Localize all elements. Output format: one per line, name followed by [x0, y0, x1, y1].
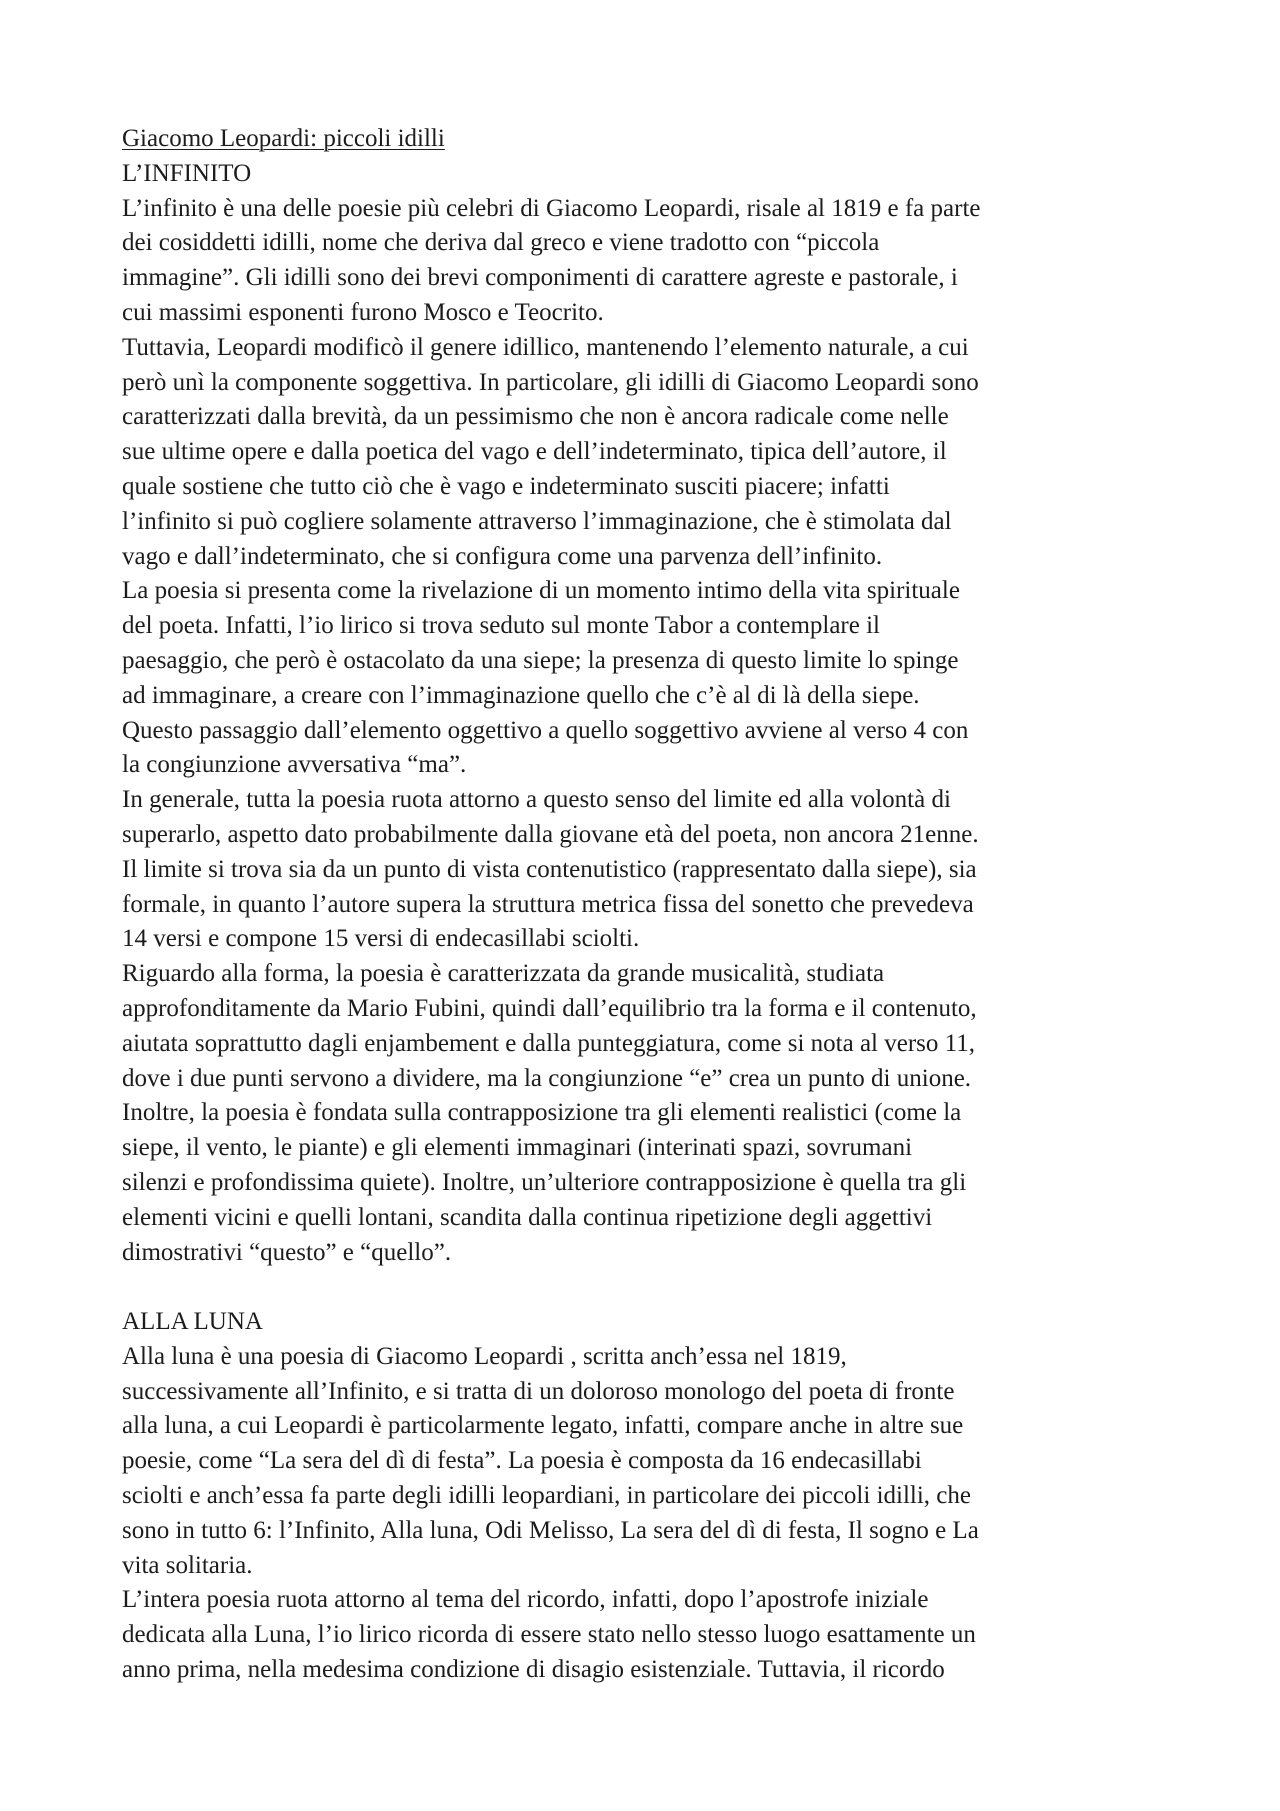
text-line: ad immaginare, a creare con l’immaginazione quello che c’è al di là della siepe.: [122, 681, 920, 709]
text-line: aiutata soprattutto dagli enjambement e dalla punteggiatura, come si nota al verso 11,: [122, 1029, 975, 1057]
section-heading: L’INFINITO: [122, 159, 252, 187]
text-line: Il limite si trova sia da un punto di vista contenutistico (rappresentato dalla siepe), sia: [122, 855, 977, 883]
text-line: siepe, il vento, le piante) e gli elementi immaginari (interinati spazi, sovrumani: [122, 1134, 913, 1162]
text-line: cui massimi esponenti furono Mosco e Teocrito.: [122, 298, 604, 326]
text-line: Inoltre, la poesia è fondata sulla contrapposizione tra gli elementi realistici (come la: [122, 1099, 962, 1127]
text-line: Tuttavia, Leopardi modificò il genere idillico, mantenendo l’elemento naturale, a cui: [122, 333, 969, 361]
section-body: [122, 192, 1162, 1271]
document-title: Giacomo Leopardi: piccoli idilli: [122, 125, 445, 152]
section-alla-luna: [122, 1305, 1162, 1688]
text-line: la congiunzione avversativa “ma”.: [122, 751, 467, 779]
text-line: dedicata alla Luna, l’io lirico ricorda di essere stato nello stesso luogo esattamente un: [122, 1621, 976, 1649]
text-line: quale sostiene che tutto ciò che è vago e indeterminato susciti piacere; infatti: [122, 472, 890, 500]
text-line: immagine”. Gli idilli sono dei brevi componimenti di carattere agreste e pastorale, i: [122, 264, 958, 292]
text-line: dove i due punti servono a dividere, ma la congiunzione “e” crea un punto di unione.: [122, 1064, 972, 1092]
text-line: sciolti e anch’essa fa parte degli idilli leopardiani, in particolare dei piccoli idilli, che: [122, 1482, 971, 1510]
section-body: [122, 1340, 1162, 1688]
text-line: L’intera poesia ruota attorno al tema del ricordo, infatti, dopo l’apostrofe iniziale: [122, 1586, 929, 1614]
text-line: Riguardo alla forma, la poesia è caratterizzata da grande musicalità, studiata: [122, 960, 885, 988]
text-line: del poeta. Infatti, l’io lirico si trova seduto sul monte Tabor a contemplare il: [122, 612, 880, 640]
text-line: vago e dall’indeterminato, che si configura come una parvenza dell’infinito.: [122, 542, 883, 570]
text-line: 14 versi e compone 15 versi di endecasillabi sciolti.: [122, 925, 640, 953]
text-line: elementi vicini e quelli lontani, scandita dalla continua ripetizione degli aggettivi: [122, 1203, 933, 1231]
section-spacer: [122, 1270, 1162, 1305]
text-line: silenzi e profondissima quiete). Inoltre, un’ulteriore contrapposizione è quella tra gli: [122, 1168, 967, 1196]
text-line: vita solitaria.: [122, 1551, 253, 1579]
text-line: superarlo, aspetto dato probabilmente dalla giovane età del poeta, non ancora 21enne.: [122, 820, 979, 848]
text-line: successivamente all’Infinito, e si tratta di un doloroso monologo del poeta di fronte: [122, 1377, 955, 1405]
text-line: alla luna, a cui Leopardi è particolarmente legato, infatti, compare anche in altre sue: [122, 1412, 964, 1440]
text-line: Alla luna è una poesia di Giacomo Leopardi , scritta anch’essa nel 1819,: [122, 1342, 847, 1370]
text-line: paesaggio, che però è ostacolato da una siepe; la presenza di questo limite lo spinge: [122, 646, 959, 674]
text-line: poesie, come “La sera del dì di festa”. La poesia è composta da 16 endecasillabi: [122, 1447, 922, 1475]
text-line: dei cosiddetti idilli, nome che deriva dal greco e viene tradotto con “piccola: [122, 229, 880, 257]
document-page: [122, 122, 1162, 1688]
text-line: anno prima, nella medesima condizione di disagio esistenziale. Tuttavia, il ricordo: [122, 1656, 945, 1684]
text-line: l’infinito si può cogliere solamente attraverso l’immaginazione, che è stimolata dal: [122, 507, 952, 535]
text-line: In generale, tutta la poesia ruota attorno a questo senso del limite ed alla volontà di: [122, 786, 951, 814]
text-line: La poesia si presenta come la rivelazione di un momento intimo della vita spirituale: [122, 577, 960, 605]
text-line: formale, in quanto l’autore supera la struttura metrica fissa del sonetto che prevedeva: [122, 890, 974, 918]
text-line: sue ultime opere e dalla poetica del vago e dell’indeterminato, tipica dell’autore, il: [122, 438, 947, 466]
text-line: sono in tutto 6: l’Infinito, Alla luna, Odi Melisso, La sera del dì di festa, Il sogno e La: [122, 1516, 979, 1544]
text-line: dimostrativi “questo” e “quello”.: [122, 1238, 452, 1266]
text-line: approfonditamente da Mario Fubini, quindi dall’equilibrio tra la forma e il contenuto,: [122, 994, 977, 1022]
text-line: però unì la componente soggettiva. In particolare, gli idilli di Giacomo Leopardi sono: [122, 368, 979, 396]
text-line: caratterizzati dalla brevità, da un pessimismo che non è ancora radicale come nelle: [122, 403, 949, 431]
text-line: L’infinito è una delle poesie più celebri di Giacomo Leopardi, risale al 1819 e fa parte: [122, 194, 981, 222]
section-heading: ALLA LUNA: [122, 1308, 263, 1336]
text-line: Questo passaggio dall’elemento oggettivo a quello soggettivo avviene al verso 4 con: [122, 716, 969, 744]
section-infinito: [122, 157, 1162, 1271]
